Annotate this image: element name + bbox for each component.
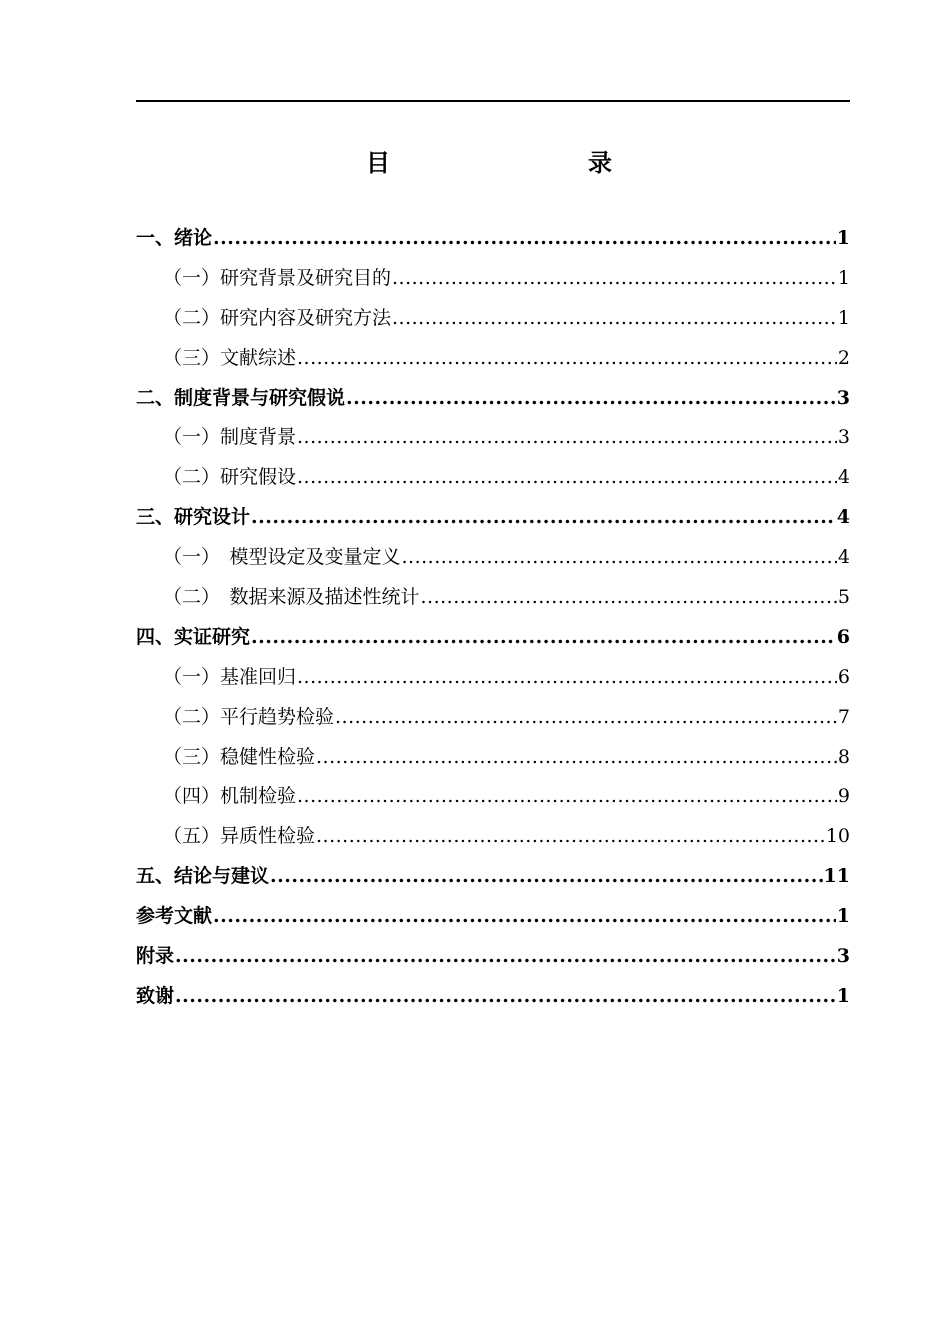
toc-entry-page: 10 — [825, 825, 850, 848]
toc-entry-label: （二）研究内容及研究方法 — [163, 306, 392, 329]
dot-leader — [346, 379, 836, 419]
dot-leader — [335, 698, 837, 738]
toc-entry-page: 1 — [836, 984, 850, 1007]
dot-leader — [392, 259, 837, 299]
toc-entry-label: 二、制度背景与研究假说 — [136, 386, 346, 409]
toc-entry[interactable] — [136, 777, 850, 817]
toc-entry[interactable] — [136, 658, 850, 698]
toc-entry[interactable] — [136, 977, 850, 1017]
page-title: 目 录 — [366, 148, 662, 177]
toc-entry[interactable] — [136, 618, 850, 658]
dot-leader — [251, 498, 836, 538]
toc-entry-label: （四）机制检验 — [163, 785, 297, 808]
toc-entry-label: （二）平行趋势检验 — [163, 705, 335, 728]
dot-leader — [175, 937, 836, 977]
toc-entry[interactable] — [136, 897, 850, 937]
toc-entry[interactable] — [136, 698, 850, 738]
toc-entry-page: 6 — [836, 625, 850, 648]
toc-entry-page: 4 — [836, 506, 850, 529]
toc-entry[interactable] — [136, 817, 850, 857]
toc-entry-label: （一）研究背景及研究目的 — [163, 266, 392, 289]
toc-entry-page: 5 — [837, 586, 850, 609]
toc-entry-label: 四、实证研究 — [136, 625, 251, 648]
toc-entry[interactable] — [136, 498, 850, 538]
toc-entry-label: （二）研究假设 — [163, 466, 297, 489]
toc-entry-page: 3 — [836, 945, 850, 968]
toc-entry-label: 五、结论与建议 — [136, 865, 270, 888]
dot-leader — [297, 458, 837, 498]
dot-leader — [297, 339, 837, 379]
toc-entry-page: 1 — [836, 905, 850, 928]
dot-leader — [175, 977, 836, 1017]
toc-entry-page: 11 — [823, 865, 850, 888]
toc-entry[interactable] — [136, 538, 850, 578]
toc-entry[interactable] — [136, 339, 850, 379]
toc-entry[interactable] — [136, 299, 850, 339]
toc-entry[interactable] — [136, 937, 850, 977]
dot-leader — [402, 538, 837, 578]
dot-leader — [270, 857, 823, 897]
header-rule — [136, 100, 850, 102]
toc-entry[interactable] — [136, 379, 850, 419]
toc-entry-label: 一、绪论 — [136, 227, 213, 249]
dot-leader — [316, 738, 837, 778]
toc-entry-page: 3 — [836, 386, 850, 409]
toc-entry-page: 3 — [837, 426, 850, 449]
toc-entry-label: 致谢 — [136, 984, 175, 1007]
toc-entry-label: 参考文献 — [136, 905, 213, 928]
dot-leader — [213, 219, 836, 259]
toc-entry-page: 6 — [837, 665, 850, 688]
toc-entry-label: 附录 — [136, 945, 175, 968]
toc-entry-page: 1 — [836, 227, 850, 249]
toc-entry-page: 4 — [837, 466, 850, 489]
toc-entry-label: 三、研究设计 — [136, 506, 251, 529]
toc-entry-page: 8 — [837, 745, 850, 768]
dot-leader — [392, 299, 837, 339]
toc-entry-page: 1 — [837, 306, 850, 329]
toc-entry-label: （一）制度背景 — [163, 426, 297, 449]
dot-leader — [297, 658, 837, 698]
toc-entry[interactable] — [136, 738, 850, 778]
toc-entry-label: （三）稳健性检验 — [163, 745, 316, 768]
dot-leader — [316, 817, 825, 857]
toc-entry-page: 2 — [837, 346, 850, 369]
toc-entry-label: （五）异质性检验 — [163, 825, 316, 848]
dot-leader — [213, 897, 836, 937]
table-of-contents — [136, 219, 850, 1017]
dot-leader — [297, 777, 837, 817]
toc-entry[interactable] — [136, 857, 850, 897]
toc-entry-page: 4 — [837, 546, 850, 569]
toc-entry[interactable] — [136, 578, 850, 618]
toc-entry-page: 9 — [837, 785, 850, 808]
toc-entry-label: （一） 模型设定及变量定义 — [163, 546, 401, 569]
toc-entry-label: （二） 数据来源及描述性统计 — [163, 586, 420, 609]
dot-leader — [251, 618, 836, 658]
toc-entry-label: （一）基准回归 — [163, 665, 297, 688]
toc-entry[interactable] — [136, 259, 850, 299]
toc-entry-label: （三）文献综述 — [163, 346, 297, 369]
dot-leader — [421, 578, 837, 618]
dot-leader — [297, 418, 837, 458]
toc-entry[interactable] — [136, 418, 850, 458]
toc-entry-page: 7 — [837, 705, 850, 728]
toc-entry[interactable] — [136, 458, 850, 498]
toc-entry-page: 1 — [837, 266, 850, 289]
toc-entry[interactable] — [136, 219, 850, 259]
